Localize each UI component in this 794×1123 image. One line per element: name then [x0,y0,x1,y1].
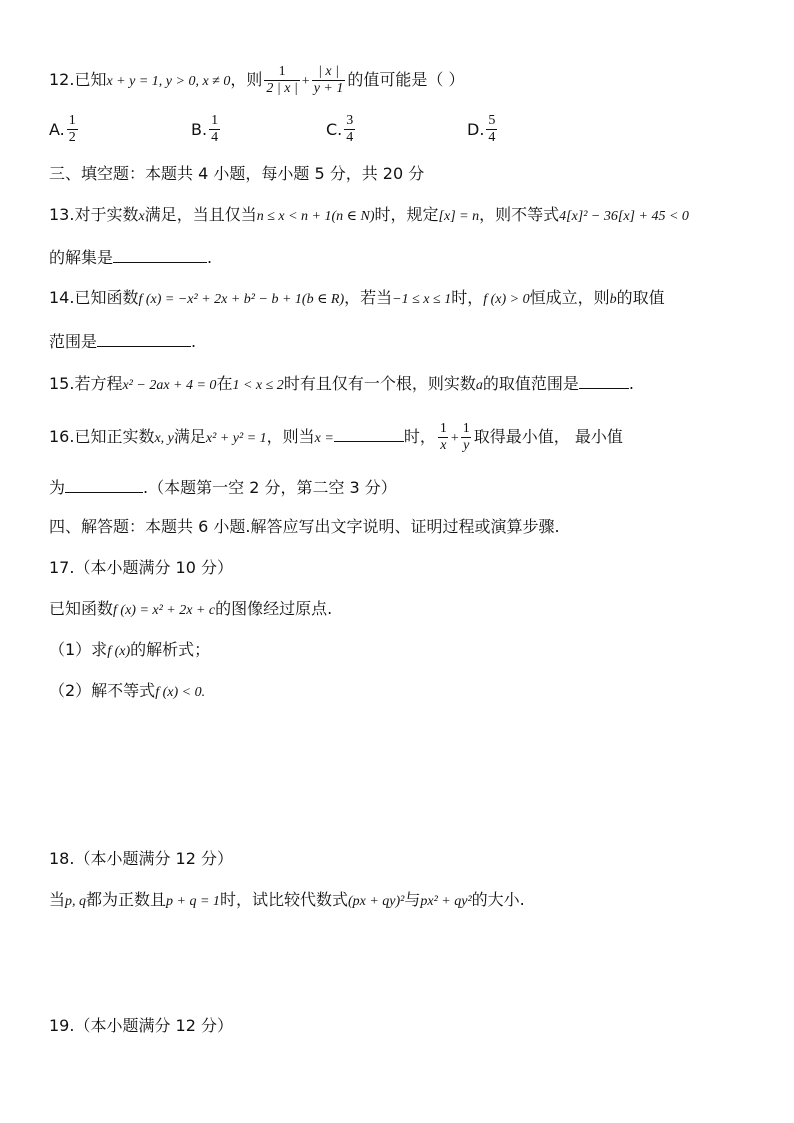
question-number: 16. [49,427,75,446]
fraction: $\frac{1}{2 | x |}$ [266,64,298,96]
question-14-line-2: 范围是 . [49,332,197,351]
option-a: A. $\frac{1}{2}$ [49,113,76,145]
option-b: B. $\frac{1}{4}$ [191,113,219,145]
question-17-heading: 17.（本小题满分 10 分） [49,558,233,577]
question-18-heading: 18.（本小题满分 12 分） [49,849,233,868]
question-number: 13. [49,205,75,224]
question-16-line-2: 为 .（本题第一空 2 分，第二空 3 分） [49,478,397,497]
answer-blank[interactable] [97,330,191,347]
fraction: $\frac{1}{2}$ [68,113,76,145]
answer-blank[interactable] [334,425,404,442]
fraction: $\frac{| x |}{y + 1}$ [313,64,344,96]
question-17-part-1: （1）求f (x)的解析式； [49,640,211,659]
fraction: $\frac{1}{y}$ [462,421,470,453]
fraction: $\frac{5}{4}$ [488,113,496,145]
math-expression: x + y = 1, y > 0, x ≠ 0 [106,74,231,89]
question-14-line-1: 14.已知函数f (x) = −x² + 2x + b² − b + 1(b ∈ R)，若当−1 ≤ x ≤ 1时，f (x) > 0恒成立，则b的取值 [49,288,665,307]
question-13-line-2: 的解集是 . [49,248,213,267]
fraction: $\frac{3}{4}$ [346,113,354,145]
fraction: $\frac{1}{4}$ [211,113,219,145]
question-12-stem: 12.已知x + y = 1, y > 0, x ≠ 0，则 $\frac{1}{2 | x |}$ + $\frac{| x |}{y + 1}$ 的值可能是（ ） [49,64,465,96]
question-16-line-1: 16.已知正实数x, y满足x² + y² = 1，则当x = 时， $\frac{1}{x}$ + $\frac{1}{y}$ 取得最小值， 最小值 [49,421,623,453]
question-number: 12. [49,70,75,89]
question-17-part-2: （2）解不等式f (x) < 0. [49,681,206,700]
answer-blank[interactable] [579,372,629,389]
answer-blank[interactable] [65,476,143,493]
question-13-line-1: 13.对于实数x满足，当且仅当n ≤ x < n + 1(n ∈ N)时，规定[x] = n，则不等式4[x]² − 36[x] + 45 < 0 [49,205,689,224]
fraction: $\frac{1}{x}$ [439,421,447,453]
question-number: 15. [49,374,75,393]
section-3-heading: 三、填空题：本题共 4 小题，每小题 5 分，共 20 分 [49,164,425,183]
option-c: C. $\frac{3}{4}$ [326,113,354,145]
option-d: D. $\frac{5}{4}$ [467,113,496,145]
section-4-heading: 四、解答题：本题共 6 小题.解答应写出文字说明、证明过程或演算步骤. [49,517,560,536]
question-number: 14. [49,288,75,307]
question-18-stem: 当p, q都为正数且p + q = 1时，试比较代数式(px + qy)²与px² + qy²的大小. [49,890,525,909]
question-17-stem: 已知函数f (x) = x² + 2x + c的图像经过原点. [49,599,333,618]
question-15: 15.若方程x² − 2ax + 4 = 0在1 < x ≤ 2时有且仅有一个根，则实数a的取值范围是 . [49,374,634,393]
question-19-heading: 19.（本小题满分 12 分） [49,1016,233,1035]
answer-blank[interactable] [113,246,207,263]
